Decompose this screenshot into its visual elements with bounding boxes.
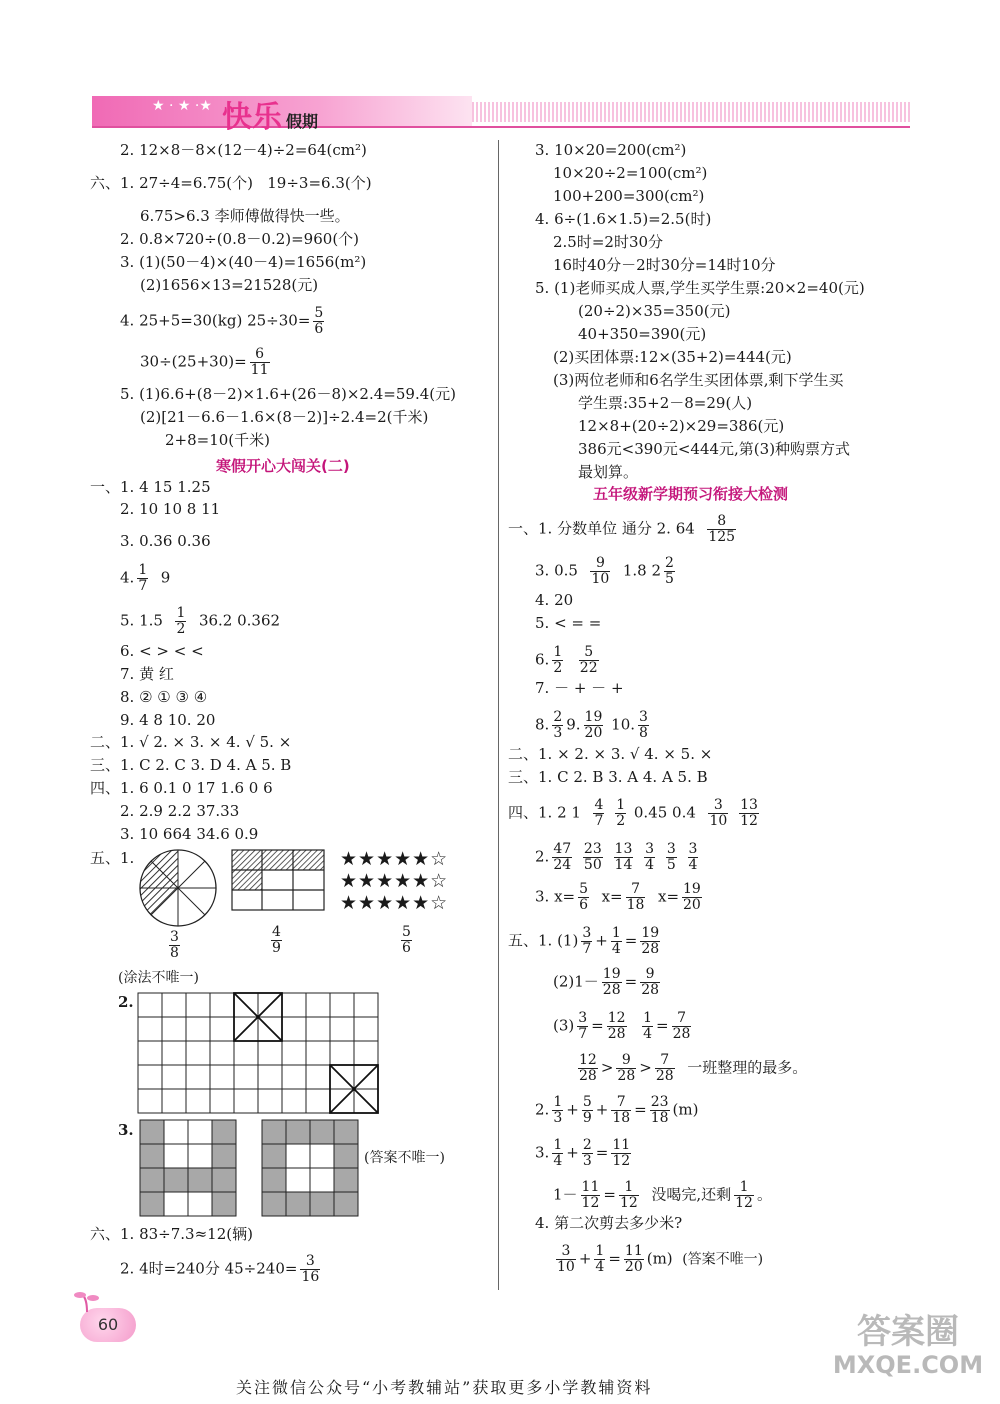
line: (3)两位老师和6名学生买团体票,剩下学生买	[553, 371, 844, 389]
page-number: 60	[97, 1315, 119, 1334]
line: (20÷2)×35=350(元)	[578, 302, 731, 320]
line: 30÷(25+30)= $\frac{6}{11}$	[140, 346, 269, 378]
rect-figure	[232, 850, 324, 912]
header-banner	[92, 96, 910, 135]
watermark-logo: 答案圈 MXQE.COM	[832, 1312, 984, 1379]
line: 16时40分－2时30分=14时10分	[553, 256, 776, 274]
line: 6. $\frac{1}{2}$ $\frac{5}{22}$	[535, 644, 598, 676]
line: 3. 0.36 0.36	[120, 532, 211, 550]
grid-figure	[138, 993, 380, 1115]
line: 12×8+(20÷2)×29=386(元)	[578, 417, 785, 435]
line: (2)1656×13=21528(元)	[140, 276, 319, 294]
line: 六、1. 83÷7.3≈12(辆)	[90, 1225, 253, 1243]
line: 5. (1)6.6+(8－2)×1.6+(26－8)×2.4=59.4(元)	[120, 385, 456, 403]
line: 4. $\frac{1}{7}$ 9	[120, 562, 171, 594]
line: 最划算。	[578, 463, 639, 481]
line: 一、1. 4 15 1.25	[90, 478, 211, 496]
star-icon: ★ · ★ ·★	[152, 98, 212, 114]
line: 4. 第二次剪去多少米?	[535, 1214, 683, 1232]
line: 2. 4时=240分 45÷240= $\frac{3}{16}$	[120, 1253, 320, 1285]
column-divider	[498, 140, 499, 1290]
line: 7. － + － +	[535, 679, 624, 697]
line: 四、1. 6 0.1 0 17 1.6 0 6	[90, 779, 273, 797]
line: 学生票:35+2－8=29(人)	[578, 394, 753, 412]
line: 4. 20	[535, 591, 574, 609]
line: 10×20÷2=100(cm²)	[553, 164, 708, 182]
pie-figure	[138, 848, 218, 928]
line: 4. 25+5=30(kg) 25÷30= $\frac{5}{6}$	[120, 305, 324, 337]
line: 三、1. C 2. B 3. A 4. A 5. B	[508, 768, 708, 786]
footer-note: 关注微信公众号“小考教辅站”获取更多小学教辅资料	[236, 1378, 653, 1397]
line: 5. < = =	[535, 614, 602, 632]
line: 6. < > < <	[120, 642, 204, 660]
line: 3. (1)(50－4)×(40－4)=1656(m²)	[120, 253, 367, 271]
line: 3. 10×20=200(cm²)	[535, 141, 687, 159]
stars-figure: ★★★★★☆ ★★★★★☆ ★★★★★☆	[340, 848, 449, 914]
line: 2. 2.9 2.2 37.33	[120, 802, 240, 820]
line: (2)1－ $\frac{19}{28}$ = $\frac{9}{28}$	[553, 966, 660, 998]
note: (答案不唯一)	[364, 1150, 445, 1166]
line: (2)[21－6.6－1.6×(8－2)]÷2.4=2(千米)	[140, 408, 429, 426]
line: 4. 6÷(1.6×1.5)=2.5(时)	[535, 210, 712, 228]
line: 五、1. (1) $\frac{3}{7}$ + $\frac{1}{4}$ = $\frac{19}{28}$	[508, 925, 660, 957]
line: $\frac{3}{10}$ + $\frac{1}{4}$ = $\frac{11}{20}$ (m) (答案不唯一)	[557, 1243, 764, 1275]
header-title: 快乐 假期	[222, 100, 319, 135]
line: 2.5时=2时30分	[553, 233, 664, 251]
line: 9. 4 8 10. 20	[120, 711, 216, 729]
line: 二、1. √ 2. × 3. × 4. √ 5. ×	[90, 733, 292, 751]
line: (2)买团体票:12×(35+2)=444(元)	[553, 348, 792, 366]
pattern-figure-a	[140, 1120, 238, 1218]
line: 100+200=300(cm²)	[553, 187, 705, 205]
pattern-figure-b	[262, 1120, 360, 1218]
line: 2.	[118, 993, 134, 1011]
line: 六、1. 27÷4=6.75(个) 19÷3=6.3(个)	[90, 174, 372, 192]
line: 386元<390元<444元,第(3)种购票方式	[578, 440, 851, 458]
line: 3. 0.5 $\frac{9}{10}$ 1.8 2 $\frac{2}{5}$	[535, 555, 674, 587]
line: 40+350=390(元)	[578, 325, 707, 343]
sprout-icon	[72, 1290, 102, 1312]
fraction: $\frac{4}{9}$	[272, 924, 281, 956]
line: 5. (1)老师买成人票,学生买学生票:20×2=40(元)	[535, 279, 865, 297]
line: 5. 1.5 $\frac{1}{2}$ 36.2 0.362	[120, 605, 281, 637]
line: 三、1. C 2. C 3. D 4. A 5. B	[90, 756, 292, 774]
line: 2+8=10(千米)	[165, 431, 271, 449]
line: 6.75>6.3 李师傅做得快一些。	[140, 207, 350, 225]
line: 2. 0.8×720÷(0.8－0.2)=960(个)	[120, 230, 360, 248]
line: 1－ $\frac{11}{12}$ = $\frac{1}{12}$ 没喝完,还剩 $\frac{1}{12}$ 。	[553, 1179, 772, 1211]
line: 二、1. × 2. × 3. √ 4. × 5. ×	[508, 745, 713, 763]
section-title: 五年级新学期预习衔接大检测	[593, 485, 789, 503]
line: 2. 12×8－8×(12－4)÷2=64(cm²)	[120, 141, 367, 159]
line: 7. 黄 红	[120, 665, 174, 683]
line: 五、1.	[90, 849, 135, 867]
line: 四、1. 2 1 $\frac{4}{7}$ $\frac{1}{2}$ 0.45 0.4 $\frac{3}{10}$ $\frac{13}{12}$	[508, 797, 758, 829]
line: (3) $\frac{3}{7}$ = $\frac{12}{28}$ $\frac{1}{4}$ = $\frac{7}{28}$	[553, 1010, 691, 1042]
note: (涂法不唯一)	[118, 970, 199, 986]
fraction: $\frac{5}{6}$	[402, 924, 411, 956]
page-number-badge	[80, 1308, 136, 1342]
line: 8. $\frac{2}{3}$ 9. $\frac{19}{20}$ 10. $\frac{3}{8}$	[535, 709, 648, 741]
line: 3. x= $\frac{5}{6}$ x= $\frac{7}{18}$ x= $\frac{19}{20}$	[535, 881, 701, 913]
fraction: $\frac{3}{8}$	[170, 929, 179, 961]
line: 一、1. 分数单位 通分 2. 64 $\frac{8}{125}$	[508, 513, 736, 545]
line: 3.	[118, 1121, 134, 1139]
line: 3. $\frac{1}{4}$ + $\frac{2}{3}$ = $\frac{11}{12}$	[535, 1137, 631, 1169]
line: 3. 10 664 34.6 0.9	[120, 825, 259, 843]
line: 2. $\frac{1}{3}$ + $\frac{5}{9}$ + $\frac{7}{18}$ = $\frac{23}{18}$ (m)	[535, 1094, 699, 1126]
line: $\frac{12}{28}$ > $\frac{9}{28}$ > $\frac{7}{28}$ 一班整理的最多。	[579, 1052, 808, 1084]
section-title: 寒假开心大闯关(二)	[216, 457, 350, 475]
line: 8. ② ① ③ ④	[120, 688, 208, 706]
line: 2. 10 10 8 11	[120, 500, 221, 518]
line: 2. $\frac{47}{24}$ $\frac{23}{50}$ $\frac{13}{14}$ $\frac{3}{4}$ $\frac{3}{5}$ $\frac{3}{4}$	[535, 841, 698, 873]
